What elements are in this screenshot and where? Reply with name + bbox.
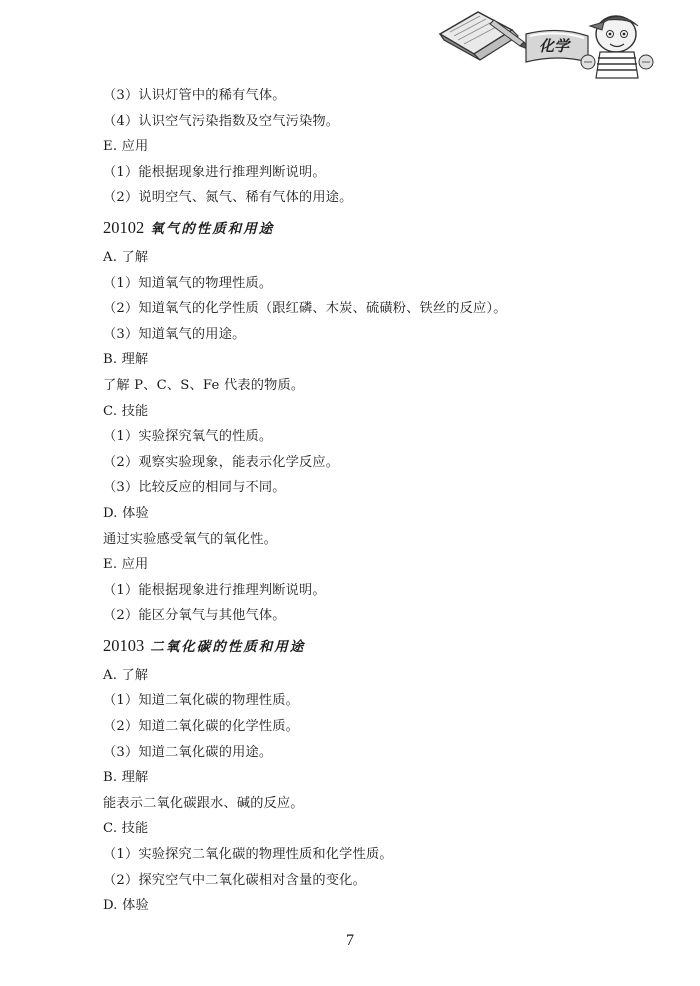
text-line: （3）认识灯管中的稀有气体。 [103, 88, 286, 103]
text-line: （4）认识空气污染指数及空气污染物。 [103, 113, 340, 129]
text-line: （1）能根据现象进行推理判断说明。 [103, 164, 326, 180]
text-line: 了解 P、C、S、Fe 代表的物质。 [103, 377, 305, 393]
subsection-label: D. 体验 [103, 898, 149, 914]
text-line: （1）实验探究氧气的性质。 [103, 429, 273, 445]
subsection-label: E. 应用 [103, 139, 149, 155]
cartoon-boy-icon [581, 16, 653, 78]
subsection-label: B. 理解 [103, 352, 149, 368]
subsection-label: D. 体验 [103, 505, 149, 521]
section-title: 氧气的性质和用途 [150, 220, 275, 237]
text-line: 通过实验感受氧气的氧化性。 [103, 531, 278, 547]
subsection-label: C. 技能 [103, 403, 149, 419]
text-line: （2）知道二氧化碳的化学性质。 [103, 719, 300, 735]
text-line: （3）比较反应的相同与不同。 [103, 480, 286, 496]
text-line: （1）知道二氧化碳的物理性质。 [103, 693, 300, 709]
subsection-label: A. 了解 [103, 249, 149, 265]
text-line: （3）知道二氧化碳的用途。 [103, 744, 273, 760]
text-line: （2）能区分氧气与其他气体。 [103, 608, 286, 624]
section-heading-20102 [103, 213, 603, 243]
section-code: 20103 [103, 635, 145, 655]
text-line: （2）说明空气、氮气、稀有气体的用途。 [103, 190, 353, 206]
page-number: 7 [346, 932, 354, 949]
subsection-label: B. 理解 [103, 770, 149, 786]
subsection-label: A. 了解 [103, 667, 149, 683]
text-line: （1）知道氧气的物理性质。 [103, 275, 273, 291]
subsection-label: E. 应用 [103, 557, 149, 573]
subsection-label: C. 技能 [103, 821, 149, 837]
text-line: （1）实验探究二氧化碳的物理性质和化学性质。 [103, 847, 393, 863]
text-line: （2）探究空气中二氧化碳相对含量的变化。 [103, 872, 366, 888]
text-line: （2）观察实验现象，能表示化学反应。 [103, 454, 340, 470]
section-heading-20103 [103, 631, 603, 661]
text-line: （2）知道氧气的化学性质（跟红磷、木炭、硫磺粉、铁丝的反应）。 [103, 301, 507, 317]
document-body [103, 83, 603, 919]
text-line: （3）知道氧气的用途。 [103, 326, 246, 342]
subject-badge-label: 化学 [538, 37, 569, 55]
text-line: （1）能根据现象进行推理判断说明。 [103, 582, 326, 598]
section-title: 二氧化碳的性质和用途 [150, 638, 306, 655]
text-line: 能表示二氧化碳跟水、碱的反应。 [103, 795, 304, 811]
section-code: 20102 [103, 217, 145, 237]
